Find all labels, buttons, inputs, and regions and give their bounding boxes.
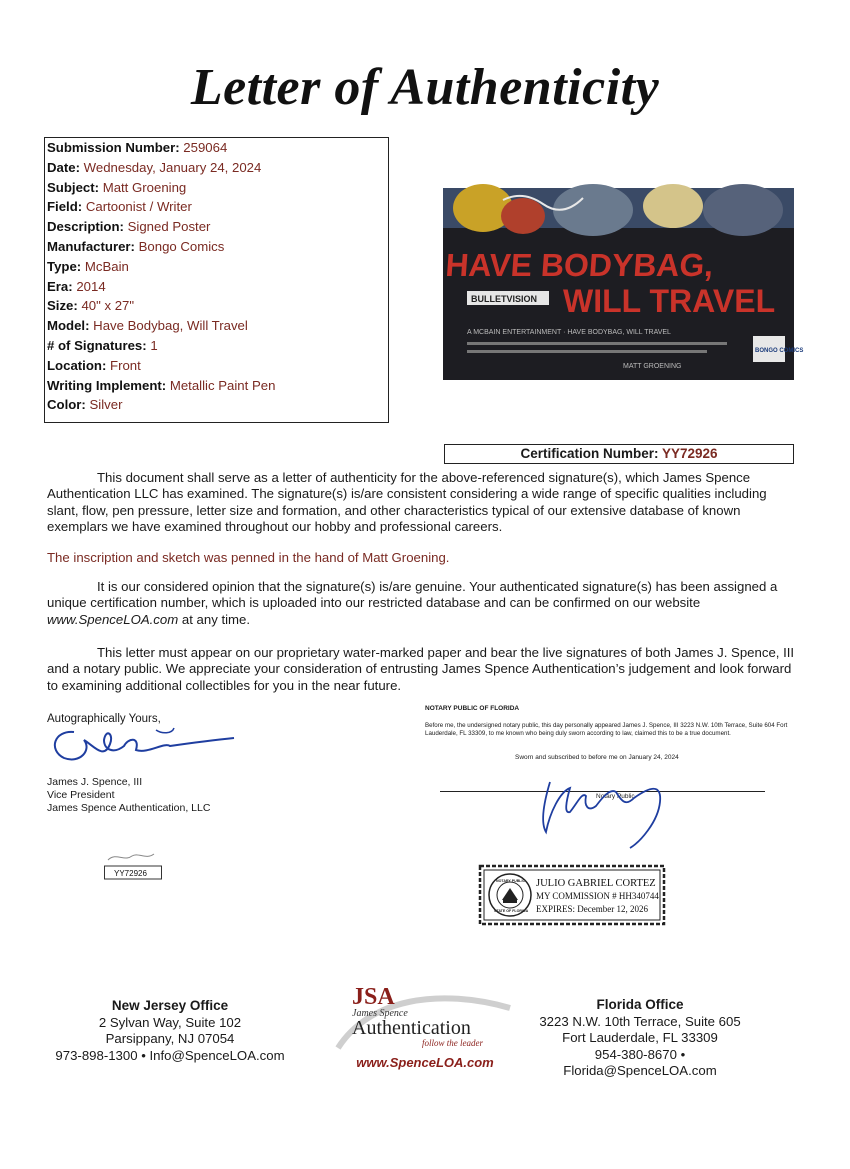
nj-office-address-1: 2 Sylvan Way, Suite 102: [98, 1014, 242, 1030]
poster-credits-2: MATT GROENING: [623, 363, 682, 370]
detail-row: [47, 395, 388, 415]
detail-value: Silver: [89, 397, 123, 413]
signatory-name: James J. Spence, III: [47, 776, 143, 788]
logo-mark: JSA: [352, 984, 395, 1010]
seal-expires: EXPIRES: December 12, 2026: [536, 904, 648, 914]
nj-office-address-2: Parsippany, NJ 07054: [105, 1031, 235, 1046]
detail-row: [47, 197, 388, 217]
notary-header: NOTARY PUBLIC OF FLORIDA: [425, 705, 520, 712]
inscription-statement: The inscription and sketch was penned in the hand of Matt Groening.: [47, 550, 450, 565]
poster-credits-1: A MCBAIN ENTERTAINMENT · HAVE BODYBAG, WILL TRAVEL: [467, 329, 671, 336]
detail-row: [47, 178, 388, 198]
fl-office-name: Florida Office: [596, 997, 684, 1012]
detail-key: Writing Implement:: [47, 377, 167, 393]
notary-seal-stamp: [478, 864, 666, 926]
logo-website[interactable]: www.SpenceLOA.com: [356, 1055, 494, 1070]
notary-sworn: Sworn and subscribed to before me on January 24, 2024: [515, 754, 679, 761]
fl-office-address-2: Fort Lauderdale, FL 33309: [562, 1030, 718, 1045]
notary-signature: [530, 762, 690, 852]
certification-number: [444, 444, 794, 464]
detail-value: Front: [110, 357, 141, 373]
detail-key: Subject:: [47, 179, 100, 195]
body-paragraph-3: This letter must appear on our proprietary water-marked paper and bear the live signatures of both James J. Spence, III and a notary public. We appreciate your consideration of entrusting James Spence Authentication’s judgement and look forward to examining additional collectibles for you in the near future.: [47, 645, 795, 693]
closing-text: Autographically Yours,: [47, 713, 161, 725]
detail-key: Description:: [47, 219, 124, 235]
details-table: [44, 137, 389, 423]
detail-key: Manufacturer:: [47, 238, 135, 254]
detail-row: [47, 158, 388, 178]
fl-office-address-1: 3223 N.W. 10th Terrace, Suite 605: [539, 1013, 741, 1029]
detail-key: Color:: [47, 397, 86, 413]
detail-key: Submission Number:: [47, 140, 180, 155]
notary-public-label: Notary Public: [596, 793, 635, 800]
detail-value: Have Bodybag, Will Travel: [93, 318, 248, 334]
detail-key: # of Signatures:: [47, 337, 147, 353]
seal-ring-bottom: STATE OF FLORIDA: [494, 909, 529, 913]
notary-statement: Before me, the undersigned notary public, this day personally appeared James J. Spence, III 3223 N.W. 10th Terrace, Suite 604 Fort Lauderdale, FL 33309, to me known who being duly sworn according to law, claimed this to be a true document.: [425, 722, 788, 737]
detail-key: Type:: [47, 258, 82, 274]
detail-row: [47, 277, 388, 297]
logo-line1: James Spence: [352, 1008, 408, 1019]
nj-office-name: New Jersey Office: [111, 998, 229, 1013]
detail-value: Signed Poster: [127, 219, 211, 235]
detail-key: Era:: [47, 278, 73, 294]
detail-row: [47, 217, 388, 237]
poster-headline-1: HAVE BODYBAG,: [444, 247, 715, 283]
detail-value: Cartoonist / Writer: [85, 199, 192, 215]
certification-value: YY72926: [661, 446, 718, 461]
poster-brand: BONGO COMICS: [755, 348, 804, 354]
nj-office-contact[interactable]: 973-898-1300 • Info@SpenceLOA.com: [55, 1047, 285, 1063]
detail-row: [47, 296, 388, 316]
seal-commission: MY COMMISSION # HH340744: [536, 891, 659, 901]
seal-name: JULIO GABRIEL CORTEZ: [536, 878, 656, 889]
nj-office: [40, 998, 300, 1064]
signatory-block: [47, 776, 210, 815]
poster-artwork: [443, 188, 804, 380]
certification-label: Certification Number:: [520, 446, 659, 461]
detail-key: Date:: [47, 159, 80, 175]
detail-key: Model:: [47, 318, 90, 334]
body-paragraph-2: [47, 579, 797, 628]
detail-value: 2014: [76, 278, 106, 294]
detail-row: [47, 336, 388, 356]
p2-text: It is our considered opinion that the signature(s) is/are genuine. Your authenticated signature(s) has been assigned a unique certification number, which is uploaded into our restricted database and can be confirmed on our website: [47, 579, 778, 611]
detail-value: 1: [150, 337, 158, 353]
authentication-sticker: [104, 846, 164, 880]
sticker-code: YY72926: [114, 869, 147, 878]
detail-row: [47, 138, 388, 158]
page-title: Letter of Authenticity: [190, 59, 660, 116]
detail-value: Metallic Paint Pen: [169, 377, 276, 393]
detail-value: Bongo Comics: [138, 238, 225, 254]
detail-row: [47, 376, 388, 396]
detail-key: Size:: [47, 298, 78, 314]
signatory-role: Vice President: [47, 789, 115, 801]
detail-value: 40" x 27": [81, 298, 135, 314]
detail-row: [47, 257, 388, 277]
detail-value: McBain: [84, 258, 129, 274]
website-link[interactable]: www.SpenceLOA.com: [47, 611, 179, 627]
poster-photo: [443, 188, 804, 380]
p2-text-end: at any time.: [178, 611, 251, 627]
detail-value: Wednesday, January 24, 2024: [83, 159, 262, 175]
poster-headline-2: WILL TRAVEL: [563, 283, 776, 319]
signature-james-spence: [44, 720, 244, 770]
detail-row: [47, 356, 388, 376]
logo-tagline: follow the leader: [422, 1038, 483, 1048]
detail-value: Matt Groening: [102, 179, 187, 195]
logo-line2: Authentication: [352, 1017, 471, 1039]
body-paragraph-1: This document shall serve as a letter of authenticity for the above-referenced signature(s), which James Spence Authentication LLC has examined. The signature(s) is/are consistent considering a wide range of specific qualities including slant, flow, pen pressure, letter size and formation, and other characteristics typical of our extensive database of known exemplars we have examined throughout our hobby and professional careers.: [47, 470, 767, 534]
detail-key: Field:: [47, 199, 83, 215]
detail-value: 259064: [183, 140, 228, 155]
detail-row: [47, 237, 388, 257]
seal-ring-top: NOTARY PUBLIC: [496, 879, 526, 883]
detail-row: [47, 316, 388, 336]
fl-office: [520, 997, 760, 1080]
signatory-company: James Spence Authentication, LLC: [47, 802, 211, 814]
fl-office-contact[interactable]: 954-380-8670 • Florida@SpenceLOA.com: [563, 1046, 717, 1078]
detail-key: Location:: [47, 357, 107, 373]
poster-badge: BULLETVISION: [471, 294, 538, 304]
